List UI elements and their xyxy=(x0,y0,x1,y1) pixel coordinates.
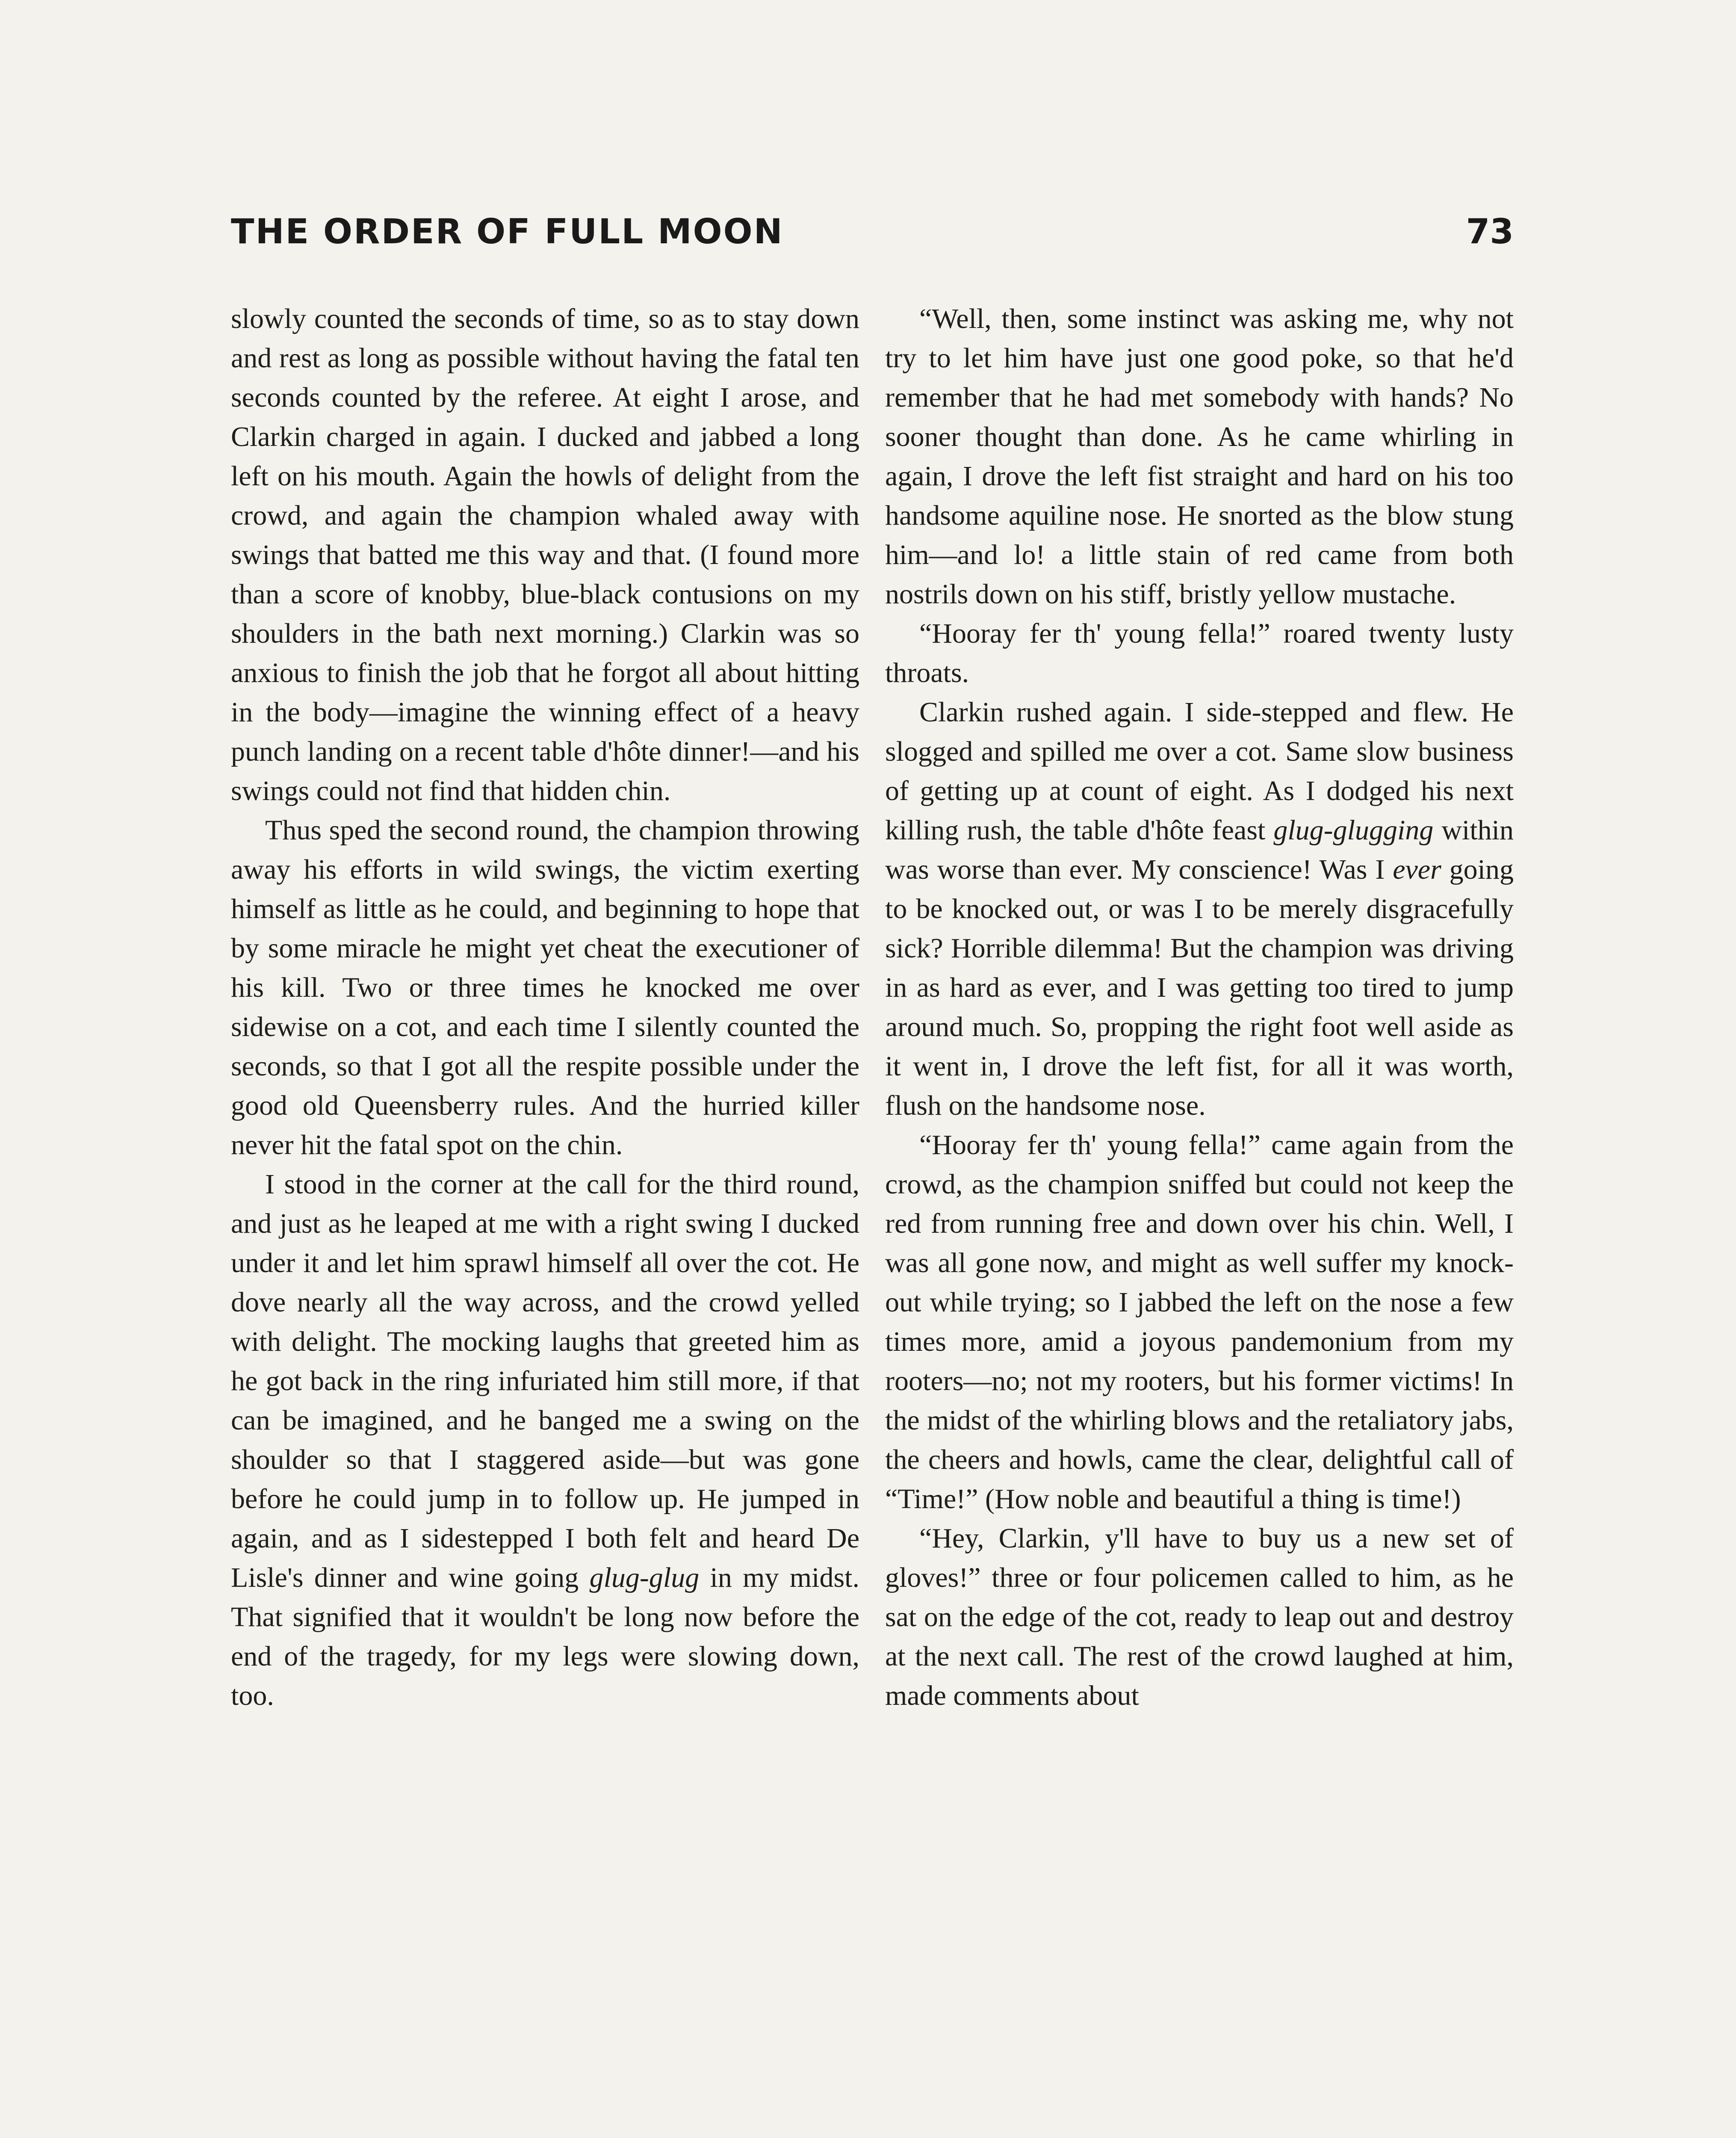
paragraph: “Hooray fer th' young fella!” roared twenty lusty throats. xyxy=(885,618,1514,688)
text-run: going to be knocked out, or was I to be merely disgracefully sick? Horrible dilemma! But the champion was driving in as hard as ever, and I was getting too tired to jump around much. So, propping the right foot well aside as it went in, I drove the left fist, for all it was worth, flush on the handsome nose. xyxy=(885,854,1514,1121)
italic-text: glug-glugging xyxy=(1273,815,1434,846)
italic-text: glug-glug xyxy=(589,1562,700,1593)
paragraph xyxy=(885,693,1514,1125)
paragraph: Thus sped the second round, the champion throwing away his efforts in wild swings, the victim exerting himself as little as he could, and beginning to hope that by some miracle he might yet cheat the executioner of his kill. Two or three times he knocked me over sidewise on a cot, and each time I silently counted the seconds, so that I got all the respite possible under the good old Queensberry rules. And the hurried killer never hit the fatal spot on the chin. xyxy=(231,815,859,1161)
page-header xyxy=(231,212,1514,272)
left-text-column xyxy=(231,299,859,1716)
text-run: in my midst. That signified that it wouldn't be long now before the end of the tragedy, for my legs were slowing down, too. xyxy=(231,1562,859,1711)
paragraph: “Hooray fer th' young fella!” came again from the crowd, as the champion sniffed but could not keep the red from running free and down over his chin. Well, I was all gone now, and might as well suffer my knock-out while trying; so I jabbed the left on the nose a few times more, amid a joyous pandemonium from my rooters—no; not my rooters, but his former victims! In the midst of the whirling blows and the retaliatory jabs, the cheers and howls, came the clear, delightful call of “Time!” (How noble and beautiful a thing is time!) xyxy=(885,1129,1514,1515)
paragraph: “Well, then, some instinct was asking me, why not try to let him have just one good poke, so that he'd remember that he had met somebody with hands? No sooner thought than done. As he came whirling in again, I drove the left fist straight and hard on his too handsome aquiline nose. He snorted as the blow stung him—and lo! a little stain of red came from both nostrils down on his stiff, bristly yellow mustache. xyxy=(885,303,1514,610)
paragraph xyxy=(231,1165,859,1716)
paragraph: “Hey, Clarkin, y'll have to buy us a new set of gloves!” three or four policemen called to him, as he sat on the edge of the cot, ready to leap out and destroy at the next call. The rest of the crowd laughed at him, made comments about xyxy=(885,1523,1514,1711)
italic-text: ever xyxy=(1393,854,1441,885)
running-head-title: THE ORDER OF FULL MOON xyxy=(231,212,784,251)
paragraph: slowly counted the seconds of time, so as to stay down and rest as long as possible without having the fatal ten seconds counted by the referee. At eight I arose, and Clarkin charged in again. I ducked and jabbed a long left on his mouth. Again the howls of delight from the crowd, and again the champion whaled away with swings that batted me this way and that. (I found more than a score of knobby, blue-black contusions on my shoulders in the bath next morning.) Clarkin was so anxious to finish the job that he forgot all about hitting in the body—imagine the winning effect of a heavy punch landing on a recent table d'hôte dinner!—and his swings could not find that hidden chin. xyxy=(231,303,859,806)
text-run: Clarkin rushed again. I side-stepped and flew. He slogged and spilled me over a cot. Same slow business of getting up at count of eight. As I dodged his next killing rush, the table d'hôte feast xyxy=(885,697,1514,846)
text-run: within was worse than ever. My conscience! Was I xyxy=(885,815,1514,885)
page-number: 73 xyxy=(1466,212,1514,251)
right-text-column xyxy=(885,299,1514,1716)
text-run: I stood in the corner at the call for the third round, and just as he leaped at me with a right swing I ducked under it and let him sprawl himself all over the cot. He dove nearly all the way across, and the crowd yelled with delight. The mocking laughs that greeted him as he got back in the ring infuriated him still more, if that can be imagined, and he banged me a swing on the shoulder so that I staggered aside—but was gone before he could jump in to follow up. He jumped in again, and as I sidestepped I both felt and heard De Lisle's dinner and wine going xyxy=(231,1169,859,1593)
